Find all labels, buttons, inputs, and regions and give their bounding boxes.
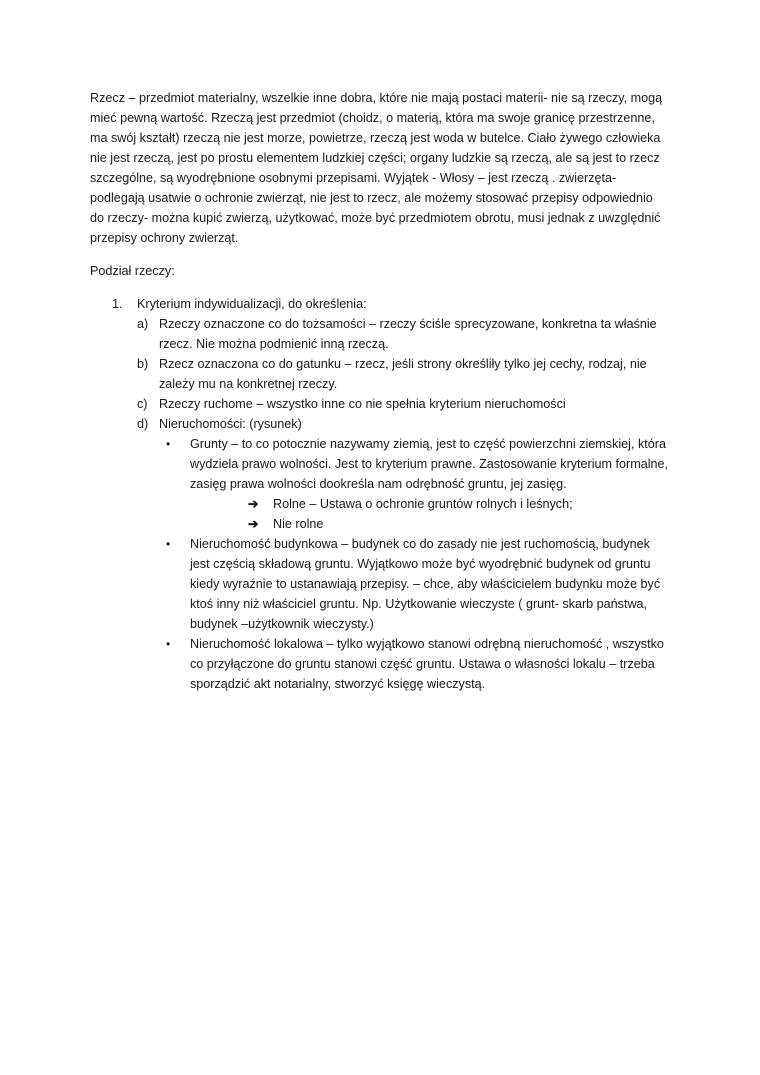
section-heading: Podział rzeczy: bbox=[90, 264, 175, 278]
sub-item-text: Rzeczy ruchome – wszystko inne co nie spełnia kryterium nieruchomości bbox=[159, 397, 566, 411]
bullet-list bbox=[159, 434, 670, 694]
sub-list-item bbox=[137, 394, 670, 414]
sub-list bbox=[137, 314, 670, 694]
sub-item-text: Rzecz oznaczona co do gatunku – rzecz, jeśli strony określiły tylko jej cechy, rodzaj, nie zależy mu na konkretnej rzeczy. bbox=[159, 357, 647, 391]
arrow-list-item bbox=[190, 514, 670, 534]
arrow-right-icon: ➔ bbox=[248, 517, 259, 531]
arrow-item-text: Rolne – Ustawa o ochronie gruntów rolnych i leśnych; bbox=[273, 497, 573, 511]
bullet-list-item bbox=[159, 634, 670, 694]
list-number: 1. bbox=[112, 297, 123, 311]
bullet-item-text: Nieruchomość lokalowa – tylko wyjątkowo stanowi odrębną nieruchomość , wszystko co przyłączone do gruntu stanowi część gruntu. Ustawa o własności lokalu – trzeba sporządzić akt notarialny, stworzyć księgę wieczystą. bbox=[190, 637, 664, 691]
arrow-list-item bbox=[190, 494, 670, 514]
arrow-list bbox=[190, 494, 670, 534]
bullet-icon: • bbox=[166, 537, 171, 551]
sub-item-marker: b) bbox=[137, 357, 149, 371]
sub-item-marker: d) bbox=[137, 417, 149, 431]
sub-item-text: Rzeczy oznaczone co do tożsamości – rzeczy ściśle sprecyzowane, konkretna ta właśnie rzecz. Nie można podmienić inną rzeczą. bbox=[159, 317, 657, 351]
sub-item-marker: c) bbox=[137, 397, 148, 411]
numbered-list-item bbox=[90, 294, 670, 694]
sub-list-item bbox=[137, 414, 670, 694]
bullet-icon: • bbox=[166, 637, 171, 651]
sub-item-text: Nieruchomości: (rysunek) bbox=[159, 417, 302, 431]
bullet-item-text: Grunty – to co potocznie nazywamy ziemią, jest to część powierzchni ziemskiej, która wydziela prawo wolności. Jest to kryterium prawne. Zastosowanie kryterium formalne, zasięg prawa wolności dookreśla nam odrębność gruntu, jej zasięg. bbox=[190, 437, 669, 491]
numbered-item-text: Kryterium indywidualizacji, do określenia: bbox=[137, 297, 367, 311]
bullet-list-item bbox=[159, 434, 670, 534]
arrow-item-text: Nie rolne bbox=[273, 517, 324, 531]
bullet-icon: • bbox=[166, 437, 171, 451]
arrow-right-icon: ➔ bbox=[248, 497, 259, 511]
sub-list-item bbox=[137, 314, 670, 354]
bullet-item-text: Nieruchomość budynkowa – budynek co do zasady nie jest ruchomością, budynek jest częścią składową gruntu. Wyjątkowo może być wyodrębnić budynek od gruntu kiedy wyraźnie to ustanawiają przepisy. – chce, aby właścicielem budynku może być ktoś inny niż właściciel gruntu. Np. Użytkowanie wieczyste ( grunt- skarb państwa, budynek –użytkownik wieczysty.) bbox=[190, 537, 661, 631]
document-page bbox=[90, 88, 670, 694]
sub-item-marker: a) bbox=[137, 317, 149, 331]
intro-paragraph: Rzecz – przedmiot materialny, wszelkie inne dobra, które nie mają postaci materii- nie są rzeczy, mogą mieć pewną wartość. Rzeczą jest przedmiot (choidz, o materią, która ma swoje granicę przestrzenne, ma swój kształt) rzeczą nie jest morze, powietrze, rzeczą jest woda w butelce. Ciało żywego człowieka nie jest rzeczą, jest po prostu elementem ludzkiej części; organy ludzkie są rzeczą, ale są jest to rzecz szczególne, są wyodrębnione osobnymi przepisami. Wyjątek - Włosy – jest rzeczą . zwierzęta- podlegają usatwie o ochronie zwierząt, nie jest to rzecz, ale możemy stosować przepisy odpowiednio do rzeczy- można kupić zwierzą, użytkować, może być przedmiotem obrotu, musi jednak z uwzględnić przepisy ochrony zwierząt. bbox=[90, 91, 663, 245]
sub-list-item bbox=[137, 354, 670, 394]
bullet-list-item bbox=[159, 534, 670, 634]
